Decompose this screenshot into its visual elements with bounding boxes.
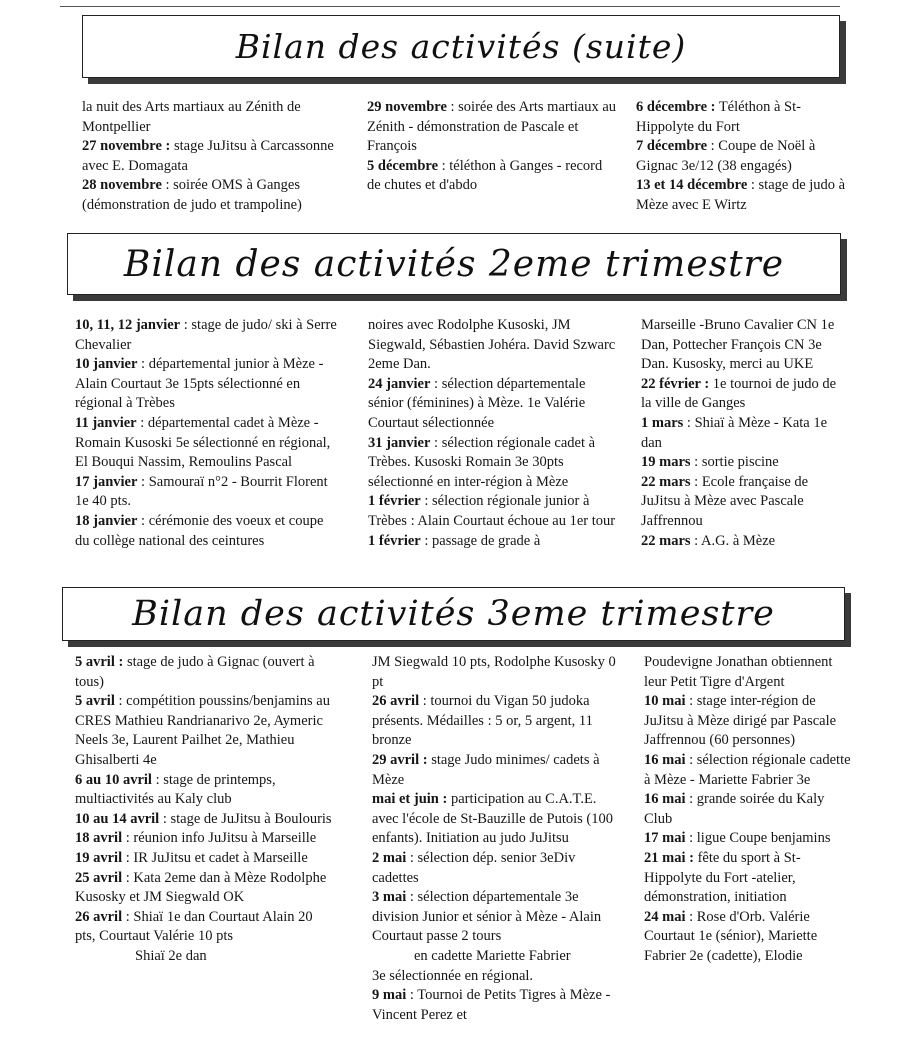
column-t2-2 — [368, 316, 618, 551]
entry: 29 novembre : soirée des Arts martiaux au Zénith - démonstration de Pascale et François — [367, 99, 617, 155]
entry: noires avec Rodolphe Kusoski, JM Siegwald, Sébastien Johéra. David Szwarc 2eme Dan. — [368, 317, 616, 373]
entry: 31 janvier : sélection régionale cadet à Trèbes. Kusoski Romain 3e 30pts sélectionné en inter-région à Mèze — [368, 434, 596, 490]
entry: 26 avril : tournoi du Vigan 50 judoka présents. Médailles : 5 or, 5 argent, 11 bronze — [372, 693, 593, 749]
column-t3-1 — [75, 653, 335, 967]
entry: 26 avril : Shiaï 1e dan Courtaut Alain 20 pts, Courtaut Valérie 10 pts — [75, 908, 313, 945]
entry: 10 mai : stage inter-région de JuJitsu à Mèze dirigé par Pascale Jaffrennou (60 personnes) — [644, 693, 837, 749]
entry: 1 février : sélection régionale junior à Trèbes : Alain Courtaut échoue au 1er tour — [368, 493, 616, 529]
entry: 11 janvier : départemental cadet à Mèze - Romain Kusoski 5e sélectionné en régional, El Bouqui Nassim, Remoulins Pascal — [75, 414, 331, 471]
entry: 17 mai : ligue Coupe benjamins — [644, 830, 831, 847]
entry: 24 janvier : sélection départementale sénior (féminines) à Mèze. 1e Valérie Courtaut sélectionnée — [368, 375, 586, 431]
banner-trimestre-3 — [62, 587, 845, 641]
banner-suite-title: Bilan des activités (suite) — [235, 27, 687, 66]
entry: 5 avril : compétition poussins/benjamins au CRES Mathieu Randrianarivo 2e, Aymeric Neels 3e, Laurent Pailhet 2e, Mathieu Ghisalberti 4e — [75, 693, 330, 768]
entry: 5 avril : stage de judo à Gignac (ouvert à tous) — [75, 654, 315, 690]
column-t3-2 — [372, 653, 617, 1025]
entry: 6 au 10 avril : stage de printemps, multiactivités au Kaly club — [75, 771, 276, 808]
entry: 18 avril : réunion info JuJitsu à Marseille — [75, 830, 317, 847]
entry: 19 avril : IR JuJitsu et cadet à Marseille — [75, 849, 308, 866]
entry: 10 janvier : départemental junior à Mèze -Alain Courtaut 3e 15pts sélectionné en régional à Trèbes — [75, 356, 324, 412]
column-suite-3 — [636, 98, 848, 216]
banner-suite — [82, 15, 840, 78]
entry: 13 et 14 décembre : stage de judo à Mèze avec E Wirtz — [636, 177, 846, 213]
entry: 22 mars : A.G. à Mèze — [641, 532, 776, 549]
entry: 16 mai : sélection régionale cadette à Mèze - Mariette Fabrier 3e — [644, 751, 851, 788]
entry: Shiaï 2e dan — [135, 947, 207, 964]
entry: 25 avril : Kata 2eme dan à Mèze Rodolphe Kusosky et JM Siegwald OK — [75, 869, 327, 906]
entry: 10, 11, 12 janvier : stage de judo/ ski à Serre Chevalier — [75, 317, 337, 353]
column-t3-3 — [644, 653, 854, 967]
entry: 28 novembre : soirée OMS à Ganges (démonstration de judo et trampoline) — [82, 177, 302, 213]
entry: 2 mai : sélection dép. senior 3eDiv cadettes — [372, 849, 576, 886]
entry: 3 mai : sélection départementale 3e division Junior et sénior à Mèze - Alain Courtaut passe 2 tours — [372, 889, 602, 945]
banner-trimestre-2 — [67, 233, 841, 295]
entry: 16 mai : grande soirée du Kaly Club — [644, 791, 825, 827]
entry: Marseille -Bruno Cavalier CN 1e Dan, Pottecher François CN 3e Dan. Kusosky, merci au UKE — [641, 317, 835, 373]
entry: 5 décembre : téléthon à Ganges - record de chutes et d'abdo — [367, 157, 603, 194]
top-rule — [60, 6, 840, 7]
entry: 1 mars : Shiaï à Mèze - Kata 1e dan — [641, 414, 828, 451]
entry: mai et juin : participation au C.A.T.E. avec l'école de St-Bauzille de Putois (100 enfants). Initiation au judo JuJitsu — [372, 791, 613, 847]
entry: en cadette Mariette Fabrier — [414, 947, 571, 964]
entry: 22 mars : Ecole française de JuJitsu à Mèze avec Pascale Jaffrennou — [641, 473, 809, 529]
entry: 6 décembre : Téléthon à St-Hippolyte du Fort — [636, 99, 801, 135]
entry: 10 au 14 avril : stage de JuJitsu à Boulouris — [75, 810, 332, 827]
entry: 17 janvier : Samouraï n°2 - Bourrit Florent 1e 40 pts. — [75, 473, 328, 510]
column-t2-3 — [641, 316, 841, 551]
entry: Poudevigne Jonathan obtiennent leur Petit Tigre d'Argent — [644, 654, 833, 690]
column-t2-1 — [75, 316, 341, 551]
entry: JM Siegwald 10 pts, Rodolphe Kusosky 0 pt — [372, 654, 616, 690]
entry: 22 février : 1e tournoi de judo de la ville de Ganges — [641, 375, 837, 412]
entry: 21 mai : fête du sport à St-Hippolyte du Fort -atelier, démonstration, initiation — [644, 849, 801, 906]
column-suite-2 — [367, 98, 619, 196]
entry: 9 mai : Tournoi de Petits Tigres à Mèze - Vincent Perez et — [372, 987, 611, 1023]
banner-trimestre-2-title: Bilan des activités 2eme trimestre — [123, 243, 785, 285]
entry: la nuit des Arts martiaux au Zénith de Montpellier — [82, 99, 301, 135]
entry: 7 décembre : Coupe de Noël à Gignac 3e/12 (38 engagés) — [636, 138, 816, 174]
entry: 18 janvier : cérémonie des voeux et coupe du collège national des ceintures — [75, 512, 324, 549]
entry: 24 mai : Rose d'Orb. Valérie Courtaut 1e (sénior), Mariette Fabrier 2e (cadette), Elodie — [644, 908, 818, 964]
entry: 1 février : passage de grade à — [368, 532, 541, 549]
entry: 29 avril : stage Judo minimes/ cadets à Mèze — [372, 751, 600, 788]
banner-trimestre-3-title: Bilan des activités 3eme trimestre — [132, 594, 775, 634]
entry: 27 novembre : stage JuJitsu à Carcassonne avec E. Domagata — [82, 138, 334, 174]
entry: 19 mars : sortie piscine — [641, 454, 779, 471]
column-suite-1 — [82, 98, 340, 216]
entry: 3e sélectionnée en régional. — [372, 967, 534, 984]
